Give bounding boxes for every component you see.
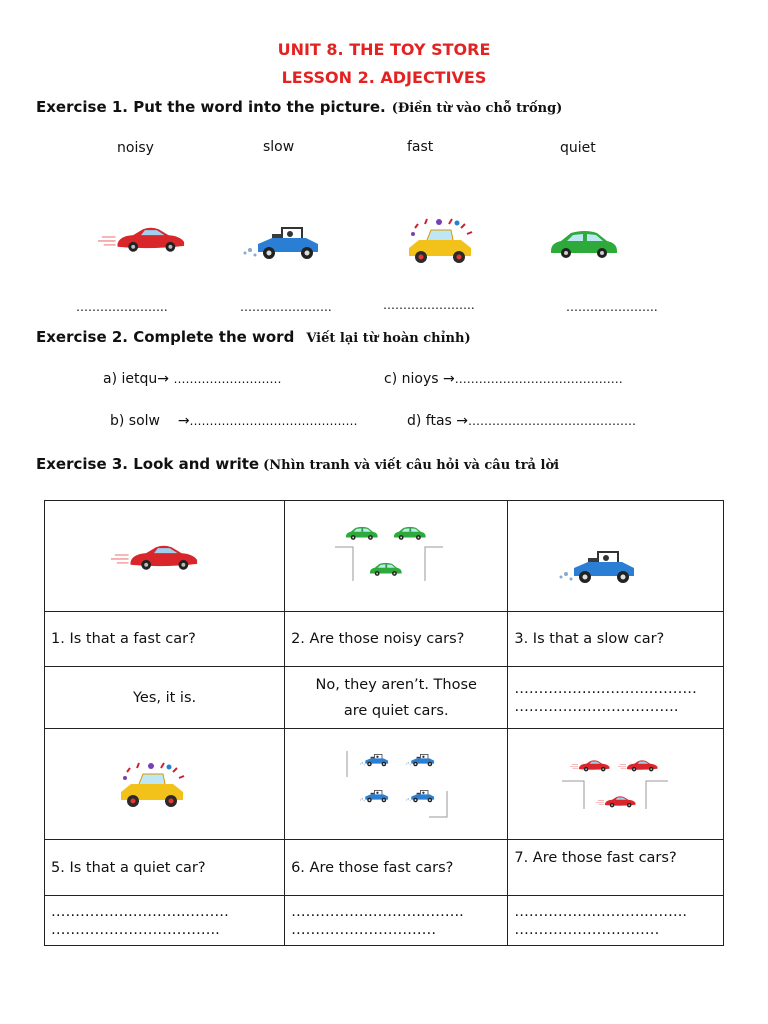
item-d-blank[interactable]: …………………………………… <box>468 414 637 428</box>
red-cars-image <box>560 749 670 819</box>
yellow-car-image <box>117 758 189 810</box>
blank-2[interactable]: ………………….. <box>240 300 332 314</box>
word-noisy: noisy <box>117 140 154 156</box>
arrow-icon: → <box>177 413 190 429</box>
question-row-2 <box>45 840 724 896</box>
blue-old-car-image <box>242 222 322 264</box>
question-row-1 <box>45 612 724 667</box>
item-d-label: d) ftas <box>407 413 452 429</box>
answer-2 <box>285 667 508 729</box>
blue-car-image <box>558 546 638 588</box>
word-slow: slow <box>263 139 295 155</box>
question-6: 6. Are those fast cars? <box>285 840 508 896</box>
yellow-noisy-car-image <box>405 214 477 266</box>
answer-7-line2[interactable]: ………………………… <box>514 921 660 938</box>
picture-cell-5 <box>45 729 285 840</box>
answer-2-line1: No, they aren’t. Those <box>315 676 477 693</box>
exercise1-heading <box>36 98 562 116</box>
question-7: 7. Are those fast cars? <box>508 840 724 896</box>
answer-3-line1[interactable]: ……….……..………..……… <box>514 680 697 697</box>
green-car-image <box>549 226 621 262</box>
item-a-label: a) ietqu <box>103 371 158 387</box>
answer-7-blank[interactable] <box>508 896 724 946</box>
exercise3-heading <box>36 455 559 473</box>
exercise3-heading-text: Exercise 3. Look and write <box>36 455 260 473</box>
red-sports-car-image <box>96 218 188 258</box>
question-2: 2. Are those noisy cars? <box>285 612 508 667</box>
exercise2-note: Viết lại từ hoàn chỉnh) <box>306 331 471 346</box>
item-b-label: b) solw <box>110 413 160 429</box>
arrow-icon: → <box>157 371 169 387</box>
answer-2-line2: are quiet cars. <box>343 702 449 719</box>
exercise1-note: (Điền từ vào chỗ trống) <box>391 101 563 116</box>
answer-5-line2[interactable]: …………………………….. <box>51 921 220 938</box>
answer-6-line2[interactable]: ………………………… <box>291 921 437 938</box>
answer-5-blank[interactable] <box>45 896 285 946</box>
answer-5-line1[interactable]: ……………..………..……… <box>51 903 229 920</box>
arrow-icon: → <box>442 371 455 387</box>
item-b-blank[interactable]: …………………………………… <box>189 414 358 428</box>
green-cars-image <box>333 521 445 591</box>
answer-row-2 <box>45 896 724 946</box>
item-b <box>110 413 358 429</box>
answer-3-line2[interactable]: ……………………………. <box>514 698 679 715</box>
picture-cell-2 <box>285 501 508 612</box>
exercise2-heading-text: Exercise 2. Complete the word <box>36 328 295 346</box>
arrow-icon: → <box>456 413 469 429</box>
picture-row-1 <box>45 501 724 612</box>
picture-cell-3 <box>508 501 724 612</box>
question-3: 3. Is that a slow car? <box>508 612 724 667</box>
exercise2-heading <box>36 328 471 346</box>
item-c-blank[interactable]: …………………………………… <box>454 372 623 386</box>
blue-cars-image <box>345 747 449 821</box>
item-d <box>407 413 636 429</box>
item-a-blank[interactable]: ……………………… <box>173 372 282 386</box>
picture-cell-1 <box>45 501 285 612</box>
red-car-image <box>109 536 201 576</box>
picture-cell-6 <box>285 729 508 840</box>
exercise3-note: (Nhìn tranh và viết câu hỏi và câu trả lời <box>263 458 560 473</box>
exercise1-heading-text: Exercise 1. Put the word into the picture. <box>36 98 386 116</box>
blank-3[interactable]: ………………….. <box>383 298 475 312</box>
answer-3-blank[interactable] <box>508 667 724 729</box>
answer-row-1 <box>45 667 724 729</box>
answer-6-line1[interactable]: ……………..………..…….. <box>291 903 464 920</box>
word-fast: fast <box>407 139 434 155</box>
picture-row-2 <box>45 729 724 840</box>
item-c-label: c) nioys <box>384 371 439 387</box>
answer-7-line1[interactable]: ……………..………..…….. <box>514 903 688 920</box>
picture-cell-7 <box>508 729 724 840</box>
exercise3-table <box>44 500 724 946</box>
unit-title: UNIT 8. THE TOY STORE <box>277 40 491 59</box>
item-a <box>103 371 281 387</box>
lesson-title: LESSON 2. ADJECTIVES <box>281 68 487 87</box>
blank-4[interactable]: ………………….. <box>566 300 658 314</box>
question-1: 1. Is that a fast car? <box>45 612 285 667</box>
answer-6-blank[interactable] <box>285 896 508 946</box>
blank-1[interactable]: ………………….. <box>76 300 168 314</box>
question-5: 5. Is that a quiet car? <box>45 840 285 896</box>
word-quiet: quiet <box>560 140 596 156</box>
answer-1: Yes, it is. <box>45 667 285 729</box>
item-c <box>384 371 623 387</box>
